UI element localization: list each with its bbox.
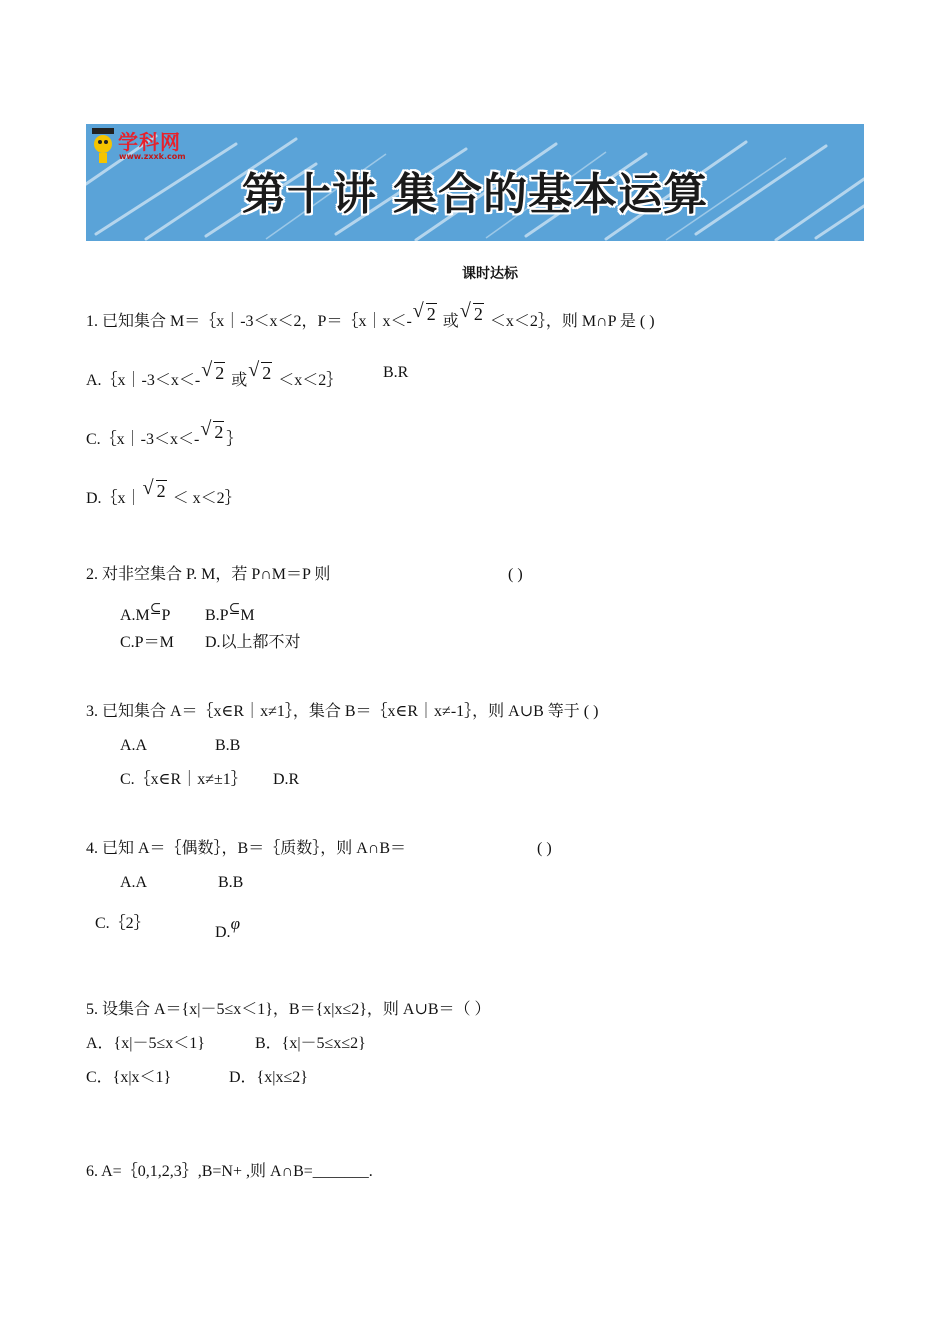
subset-symbol: ⊆ (228, 602, 241, 617)
q6-stem: 6. A=｛0,1,2,3｝,B=N+ ,则 A∩B=_______. (86, 1163, 373, 1180)
q4-option-b: B.B (218, 874, 244, 891)
q3-option-c: C.｛x∈R｜x≠±1｝ (120, 771, 247, 788)
sqrt-symbol: √ 2 (249, 363, 272, 383)
q4-option-c: C.｛2｝ (95, 915, 150, 932)
logo-text: 学科网 (118, 130, 181, 154)
q4-option-d: D.φ (215, 914, 240, 941)
sqrt-symbol: √ 2 (414, 304, 437, 324)
q2-option-a: A.M⊆P (120, 602, 171, 624)
q2-stem: 2. 对非空集合 P. M，若 P∩M＝P 则 (86, 566, 331, 583)
q4-option-a: A.A (120, 874, 148, 891)
q1-option-c: C.｛x｜-3＜x＜-√ 2 ｝ (86, 422, 242, 450)
sqrt-symbol: √ 2 (202, 363, 225, 383)
subset-symbol: ⊆ (149, 602, 162, 617)
q1-stem: 1. 已知集合 M＝｛x｜-3＜x＜2，P＝｛x｜x＜-√ 2 或√ 2 ＜x＜2｝，则 M∩P 是 ( ) (86, 304, 655, 332)
banner-title: 第十讲 集合的基本运算 (241, 169, 709, 220)
sqrt-symbol: √ 2 (144, 481, 167, 501)
sqrt-symbol: √ 2 (201, 422, 224, 442)
q1-option-a: A.｛x｜-3＜x＜-√ 2 或√ 2 ＜x＜2｝ (86, 363, 342, 391)
q2-answer-paren: ( ) (508, 566, 523, 583)
q3-option-b: B.B (215, 737, 241, 754)
q1-option-d: D.｛x｜√ 2 ＜ x＜2｝ (86, 481, 241, 509)
q3-stem: 3. 已知集合 A＝｛x∈R｜x≠1｝，集合 B＝｛x∈R｜x≠-1｝，则 A∪B 等于 ( ) (86, 703, 599, 720)
q3-option-a: A.A (120, 737, 148, 754)
q3-option-d: D.R (273, 771, 300, 788)
q2-option-d: D.以上都不对 (205, 634, 301, 651)
q1-option-b: B.R (383, 364, 409, 381)
q2-option-b: B.P⊆M (205, 602, 255, 624)
header-banner (86, 124, 864, 241)
sqrt-symbol: √ 2 (461, 304, 484, 324)
q5-option-c: C．{x|x＜1} (86, 1069, 172, 1086)
q5-option-b: B．{x|－5≤x≤2} (255, 1035, 366, 1052)
q2-option-c: C.P＝M (120, 634, 174, 651)
q5-stem: 5. 设集合 A＝{x|－5≤x＜1}，B＝{x|x≤2}，则 A∪B＝（ ） (86, 1001, 491, 1018)
q4-answer-paren: ( ) (537, 840, 552, 857)
q5-option-a: A．{x|－5≤x＜1} (86, 1035, 205, 1052)
q5-option-d: D．{x|x≤2} (229, 1069, 308, 1086)
q4-stem: 4. 已知 A＝｛偶数｝，B＝｛质数｝，则 A∩B＝ (86, 840, 407, 857)
section-subtitle: 课时达标 (462, 266, 518, 282)
empty-set-symbol: φ (230, 914, 240, 933)
logo-url: www.zxxk.com (119, 152, 186, 161)
